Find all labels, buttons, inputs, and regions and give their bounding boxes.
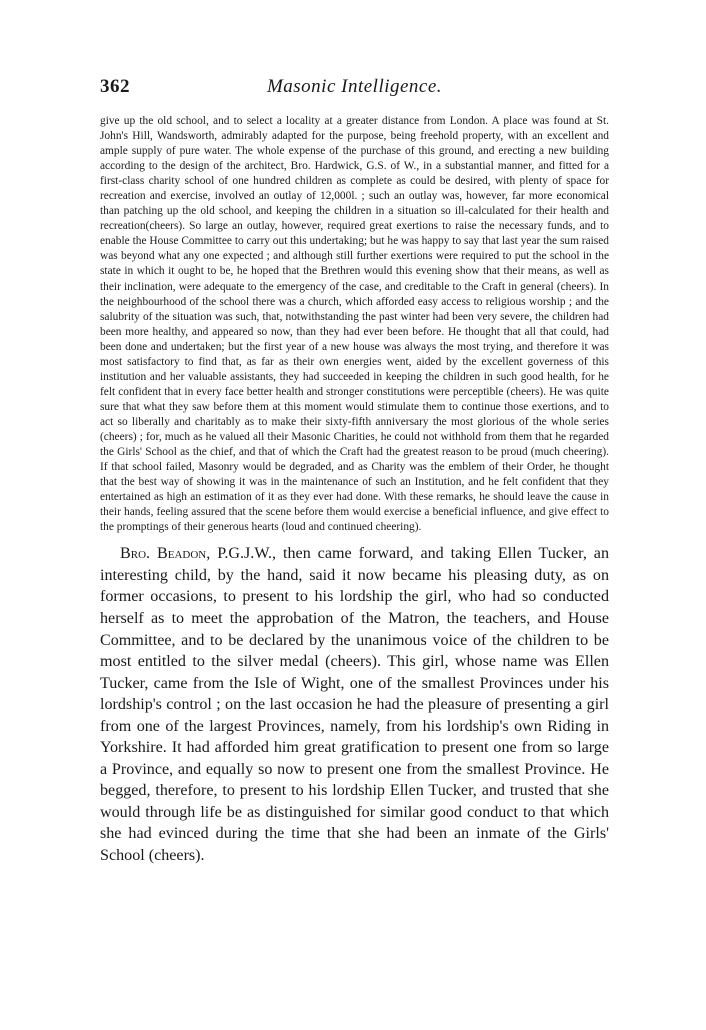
running-title: Masonic Intelligence. <box>266 76 443 97</box>
page-number: 362 <box>100 76 130 97</box>
body-paragraph-2 <box>100 543 609 866</box>
speaker-name: Bro. Beadon, <box>120 545 211 563</box>
body-paragraph-1: give up the old school, and to select a locality at a greater distance from London. A place was found at St. John's Hill, Wandsworth, admirably adapted for the purpose, being freehold property, with an excellent and ample supply of pure water. The whole expense of the purchase of this ground, and erecting a new building according to the design of the architect, Bro. Hardwick, G.S. of W., in a substantial manner, and fitted for a first-class charity school of one hundred children as complete as could be desired, with plenty of space for recreation and exercise, involved an outlay of 12,000l. ; such an outlay was, however, far more economical than patching up the old school, and keeping the children in a situation so ill-calculated for their health and recreation(cheers). So large an outlay, however, required great exertions to raise the necessary funds, and to enable the House Committee to carry out this undertaking; but he was happy to say that last year the sum raised was beyond what any one expected ; and although still further exertions were required to put the school in the state in which it ought to be, he hoped that the Brethren would this evening show that their means, as well as their inclination, were adequate to the emergency of the case, and creditable to the Craft in general (cheers). In the neighbourhood of the school there was a church, which afforded easy access to religious worship ; and the salubrity of the situation was such, that, notwithstanding the past winter had been very severe, the children had been more healthy, and appeared so now, than they had ever been before. He thought that all that could, had been done and undertaken; but the first year of a new house was always the most trying, and therefore it was most satisfactory to find that, as far as their own energies went, aided by the excellent governess of this institution and her valuable assistants, they had succeeded in keeping the children in such good health, for he felt confident that in every face better health and stronger constitutions were perceptible (cheers). He was quite sure that what they saw before them at this moment would stimulate them to continue those exertions, and to act so liberally and charitably as to make their sixty-fifth anniversary the most glorious of the whole series (cheers) ; for, much as he valued all their Masonic Charities, he could not withhold from them that he regarded the Girls' School as the chief, and that of which the Craft had the greatest reason to be proud (much cheering). If that school failed, Masonry would be degraded, and as Charity was the emblem of their Order, he thought that the best way of showing it was in the maintenance of such an Institution, and he felt confident that they entertained as high an estimation of it as they ever had done. With these remarks, he should leave the cause in their hands, feeling assured that the scene before them would exercise a beneficial influence, and give effect to the promptings of their generous hearts (loud and continued cheering). <box>100 115 609 534</box>
page-header <box>100 76 609 102</box>
body-paragraph-2-text: P.G.J.W., then came forward, and taking Ellen Tucker, an interesting child, by the hand, said it now became his pleasing duty, as on former occasions, to present to his lordship the girl, who had so conducted herself as to meet the approbation of the Matron, the teachers, and House Committee, and to be declared by the unanimous voice of the children to be most entitled to the silver medal (cheers). This girl, whose name was Ellen Tucker, came from the Isle of Wight, one of the smallest Provinces under his lordship's control ; on the last occasion he had the pleasure of presenting a girl from one of the largest Provinces, namely, from his lordship's own Riding in Yorkshire. It had afforded him great gratification to present one from so large a Province, and equally so now to present one from the smallest Province. He begged, therefore, to present to his lordship Ellen Tucker, and trusted that she would through life be as distinguished for similar good conduct to that which she had evinced during the time that she had been an inmate of the Girls' School (cheers). <box>100 545 609 864</box>
document-page <box>100 76 609 867</box>
